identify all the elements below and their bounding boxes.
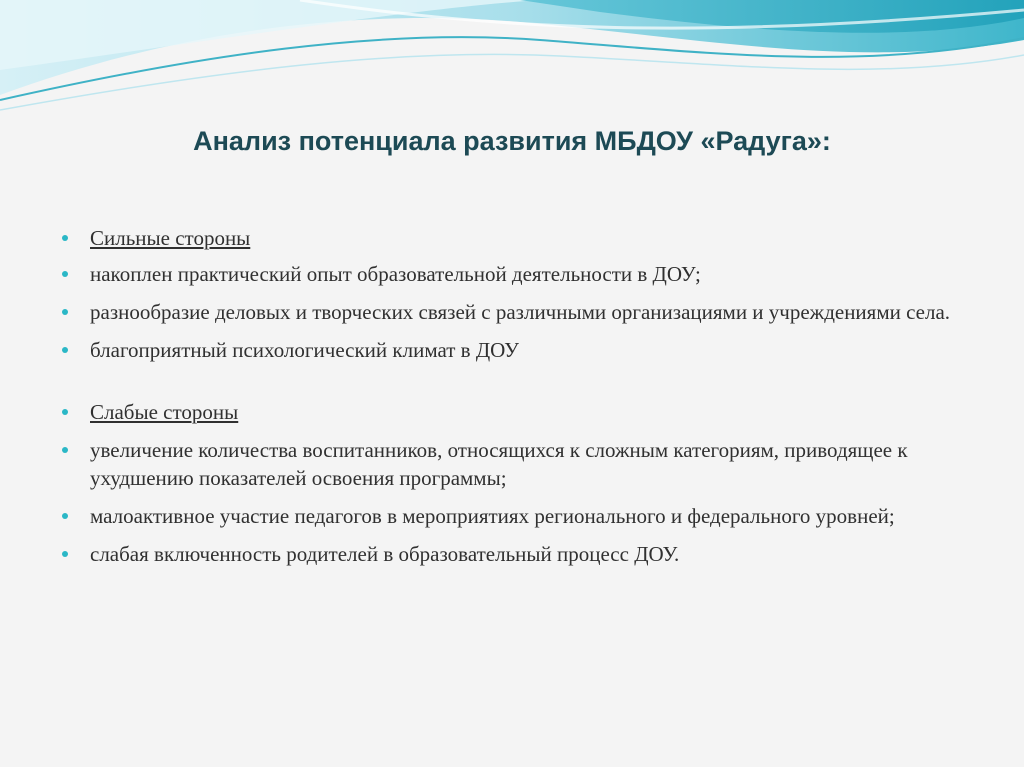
bullet-dot	[62, 347, 68, 353]
bullet-dot	[62, 447, 68, 453]
bullet-dot	[62, 551, 68, 557]
weakness-item-1	[62, 436, 962, 492]
weakness-item-2	[62, 502, 962, 530]
bullet-dot	[62, 309, 68, 315]
strength-item-3	[62, 336, 962, 364]
bullet-dot	[62, 271, 68, 277]
bullet-dot	[62, 513, 68, 519]
slide-title: Анализ потенциала развития МБДОУ «Радуга»:	[193, 126, 831, 156]
weakness-item-text: увеличение количества воспитанников, относящихся к сложным категориям, приводящее к ухудшению показателей освоения программы;	[90, 438, 908, 490]
bullet-dot	[62, 409, 68, 415]
strength-item-1	[62, 260, 962, 288]
weaknesses-heading-text: Слабые стороны	[90, 400, 239, 424]
weakness-item-text: малоактивное участие педагогов в мероприятиях регионального и федерального уровней;	[90, 504, 895, 528]
strength-item-2	[62, 298, 962, 326]
bullet-dot	[62, 235, 68, 241]
strength-item-text: накоплен практический опыт образовательной деятельности в ДОУ;	[90, 262, 701, 286]
strengths-heading-text: Сильные стороны	[90, 226, 251, 250]
strength-item-text: благоприятный психологический климат в ДОУ	[90, 338, 520, 362]
weakness-item-3	[62, 540, 962, 568]
strength-item-text: разнообразие деловых и творческих связей с различными организациями и учреждениями села.	[90, 300, 951, 324]
strengths-heading	[62, 224, 962, 252]
slide-content	[62, 224, 962, 568]
weakness-item-text: слабая включенность родителей в образовательный процесс ДОУ.	[90, 542, 680, 566]
decorative-wave-header	[0, 0, 1024, 130]
weaknesses-heading	[62, 398, 962, 426]
